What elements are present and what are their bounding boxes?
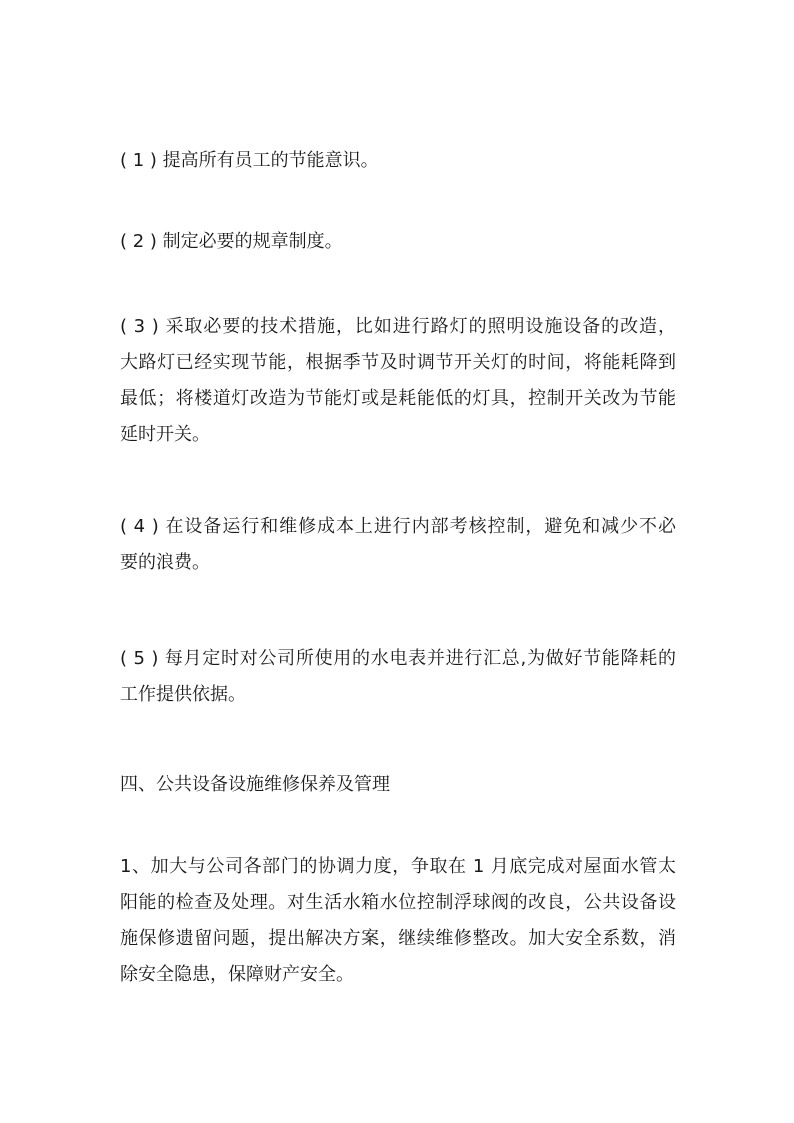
section-item-1	[120, 849, 676, 993]
text-line: 1、加大与公司各部门的协调力度，争取在 1 月底完成对屋面水管太	[120, 856, 676, 877]
measure-item-1	[120, 143, 676, 179]
section-heading: 四、公共设备设施维修保养及管理	[120, 774, 390, 795]
text-line: 工作提供依据。	[120, 684, 246, 705]
text-line: ( 3 ) 采取必要的技术措施，比如进行路灯的照明设施设备的改造，	[120, 316, 676, 337]
text-line: 施保修遗留问题，提出解决方案，继续维修整改。加大安全系数，消	[120, 928, 676, 949]
text-line: ( 1 ) 提高所有员工的节能意识。	[120, 150, 379, 171]
measure-item-3	[120, 309, 676, 453]
text-line: 要的浪费。	[120, 552, 210, 573]
text-line: 阳能的检查及处理。对生活水箱水位控制浮球阀的改良，公共设备设	[120, 892, 676, 913]
text-line: 大路灯已经实现节能，根据季节及时调节开关灯的时间，将能耗降到	[120, 352, 676, 373]
text-line: ( 2 ) 制定必要的规章制度。	[120, 231, 343, 252]
measure-item-5	[120, 641, 676, 713]
measure-item-4	[120, 509, 676, 581]
text-line: 除安全隐患，保障财产安全。	[120, 964, 354, 985]
text-line: 最低；将楼道灯改造为节能灯或是耗能低的灯具，控制开关改为节能	[120, 388, 676, 409]
text-line: ( 5 ) 每月定时对公司所使用的水电表并进行汇总,为做好节能降耗的	[120, 648, 676, 669]
measure-item-2	[120, 224, 676, 260]
text-line: 延时开关。	[120, 424, 210, 445]
text-line: ( 4 ) 在设备运行和维修成本上进行内部考核控制，避免和减少不必	[120, 516, 676, 537]
